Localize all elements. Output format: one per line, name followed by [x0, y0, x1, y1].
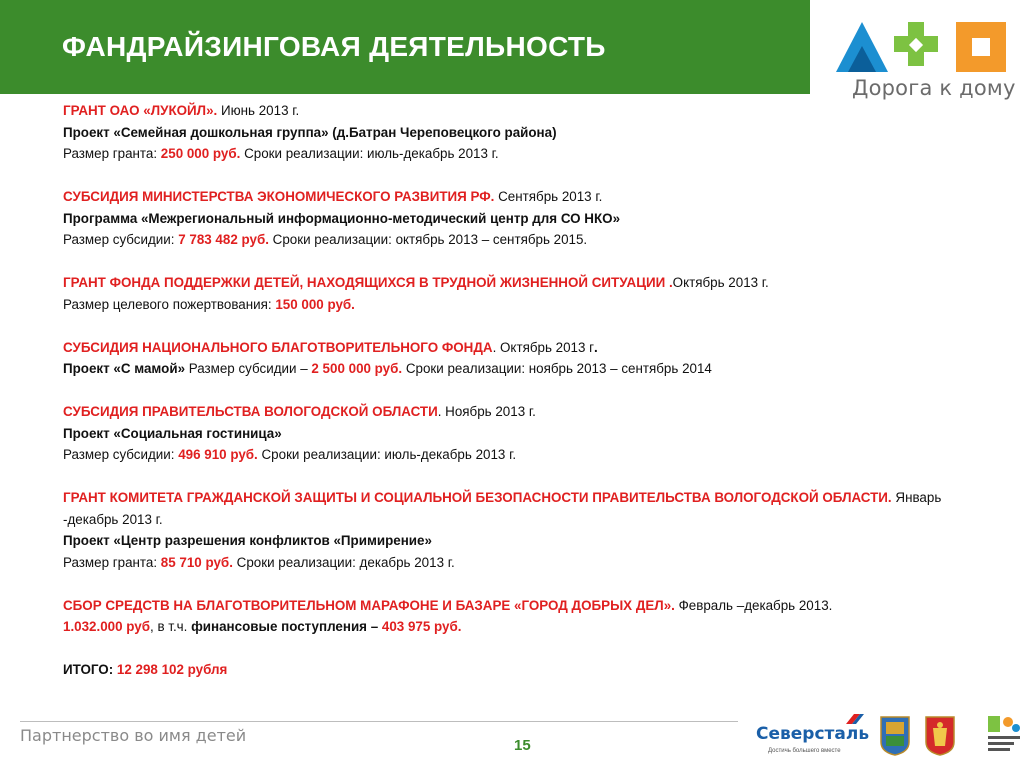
entry-line [63, 423, 983, 445]
entry-line [63, 229, 983, 251]
funding-entry [63, 100, 983, 165]
entry-line [63, 272, 983, 294]
footer-slogan: Партнерство во имя детей [20, 726, 247, 745]
bold-text: ИТОГО [63, 662, 109, 677]
body-text: . Октябрь 2013 г [492, 339, 595, 355]
body-text: Сроки реализации: июль-декабрь 2013 г. [257, 447, 517, 462]
entry-line [63, 444, 983, 466]
highlight-text: СУБСИДИЯ НАЦИОНАЛЬНОГО БЛАГОТВОРИТЕЛЬНОГО ФОНДА [63, 339, 493, 355]
bold-text: Проект «С мамой» [63, 361, 186, 376]
funding-entry [63, 337, 983, 380]
entry-line [63, 659, 983, 681]
highlight-text: ГРАНТ КОМИТЕТА ГРАЖДАНСКОЙ ЗАЩИТЫ И СОЦИАЛЬНОЙ БЕЗОПАСНОСТИ ПРАВИТЕЛЬСТВА ВОЛОГОДСКОЙ ОБЛАСТИ. [63, 490, 892, 505]
highlight-text: СБОР СРЕДСТВ НА БЛАГОТВОРИТЕЛЬНОМ МАРАФОНЕ И БАЗАРЕ «ГОРОД ДОБРЫХ ДЕЛ». [63, 597, 675, 613]
bold-text: . [594, 339, 598, 355]
sponsor-logo [756, 712, 870, 758]
body-text: Январь -декабрь 2013 г. [63, 490, 942, 527]
highlight-text: 496 910 руб. [178, 447, 258, 462]
body-text: Сроки реализации: декабрь 2013 г. [232, 554, 455, 570]
entry-line [63, 595, 983, 617]
highlight-text: 12 298 102 рубля [116, 662, 228, 677]
org-logo-text: Дорога к дому [852, 76, 1016, 100]
bold-text: Проект «Семейная дошкольная группа» (д.Батран Череповецкого района) [63, 124, 557, 140]
sponsor-tagline: Достичь большего вместе [768, 748, 841, 754]
body-text: Размер гранта: [63, 146, 161, 161]
body-text: Размер целевого пожертвования: [63, 296, 276, 312]
body-text: Размер гранта: [63, 554, 161, 570]
funding-entry [63, 272, 983, 315]
highlight-text: 85 710 руб. [160, 554, 233, 570]
entry-line [63, 616, 983, 638]
highlight-text: 7 783 482 руб. [178, 232, 269, 247]
entry-line [63, 487, 983, 530]
bold-text: Программа «Межрегиональный информационно-методический центр для СО НКО» [63, 210, 621, 226]
bold-text: : [108, 662, 117, 677]
entry-line [63, 100, 983, 122]
page-title: ФАНДРАЙЗИНГОВАЯ ДЕЯТЕЛЬНОСТЬ [62, 31, 606, 62]
body-text: Размер субсидии: [63, 447, 179, 462]
body-text: Размер субсидии: [63, 232, 179, 247]
footer-divider [20, 721, 738, 722]
entry-line [63, 401, 983, 423]
highlight-text: 250 000 руб. [160, 146, 241, 161]
highlight-text: СУБСИДИЯ ПРАВИТЕЛЬСТВА ВОЛОГОДСКОЙ ОБЛАСТИ [63, 404, 438, 419]
header-bar [0, 0, 810, 94]
body-text: . Ноябрь 2013 г. [437, 404, 536, 419]
highlight-text: 403 975 руб. [381, 619, 462, 634]
entry-line [63, 337, 983, 359]
highlight-text: ГРАНТ ФОНДА ПОДДЕРЖКИ ДЕТЕЙ, НАХОДЯЩИХСЯ В ТРУДНОЙ ЖИЗНЕННОЙ СИТУАЦИИ . [63, 275, 673, 290]
bold-text: Проект «Социальная гостиница» [63, 425, 282, 441]
entry-line [63, 186, 983, 208]
entry-line [63, 552, 983, 574]
highlight-text: 150 000 руб. [275, 296, 355, 312]
funding-entry [63, 659, 983, 681]
bold-text: Проект «Центр разрешения конфликтов «Примирение» [63, 533, 432, 548]
entry-line [63, 143, 983, 165]
body-text: Сроки реализации: октябрь 2013 – сентябрь 2015. [268, 232, 588, 247]
highlight-text: 2 500 000 руб. [311, 361, 403, 376]
entry-line [63, 294, 983, 316]
bold-text: финансовые поступления – [191, 619, 382, 634]
page-number: 15 [514, 737, 531, 754]
highlight-text: СУБСИДИЯ МИНИСТЕРСТВА ЭКОНОМИЧЕСКОГО РАЗВИТИЯ РФ. [63, 189, 495, 204]
funding-entry [63, 595, 983, 638]
body-text: Июнь 2013 г. [217, 103, 300, 118]
fund-logo-icon [986, 714, 1022, 758]
funding-entry [63, 487, 983, 573]
city-crest-icon [880, 716, 910, 756]
body-text: Сроки реализации: ноябрь 2013 – сентябрь 2014 [402, 361, 712, 376]
body-text: , в т.ч. [150, 619, 192, 634]
body-text: Размер субсидии – [185, 361, 312, 376]
entry-line [63, 358, 983, 380]
highlight-text: 1.032.000 руб [63, 619, 151, 634]
funding-entry [63, 401, 983, 466]
region-crest-icon [925, 716, 955, 756]
body-text: Октябрь 2013 г. [672, 275, 769, 290]
entry-line [63, 122, 983, 144]
org-logo-icon [834, 18, 1009, 74]
body-text: Сентябрь 2013 г. [494, 189, 603, 204]
body-text: Сроки реализации: июль-декабрь 2013 г. [240, 146, 499, 161]
entry-line [63, 530, 983, 552]
funding-entry [63, 186, 983, 251]
org-logo [812, 0, 1024, 100]
body-text: Февраль –декабрь 2013. [674, 597, 833, 613]
entry-line [63, 208, 983, 230]
highlight-text: ГРАНТ ОАО «ЛУКОЙЛ». [63, 103, 218, 118]
document-body [63, 100, 983, 702]
sponsor-name: Северсталь [756, 724, 870, 744]
